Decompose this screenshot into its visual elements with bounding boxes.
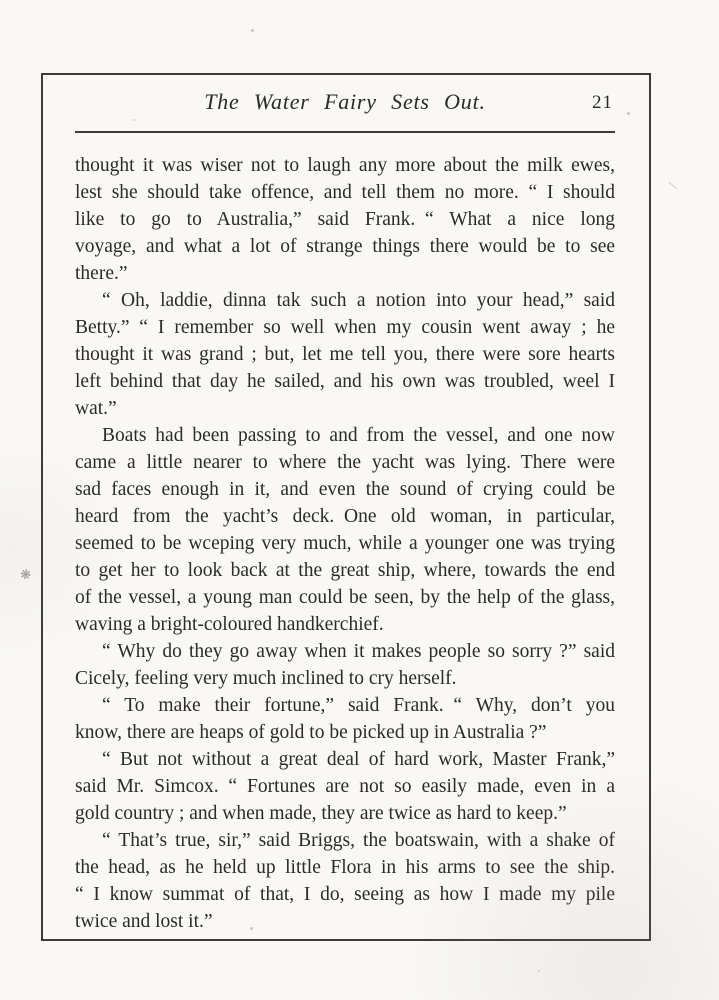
page-title: The Water Fairy Sets Out. [204,89,486,114]
paper-speck-icon [538,970,540,972]
text-line: Betty.” “ I remember so well when my cousin went away ; he [75,317,615,338]
paper-speck-icon [627,112,630,115]
header-rule [75,131,615,133]
text-line: left behind that day he sailed, and his own was troubled, weel I [75,371,615,392]
text-line: know, there are heaps of gold to be picked up in Australia ?” [75,722,547,743]
text-line: of the vessel, a young man could be seen, by the help of the glass, [75,587,615,608]
page-number: 21 [592,92,613,113]
text-line: “ Why do they go away when it makes people so sorry ?” said [102,641,615,662]
text-line: heard from the yacht’s deck. One old woman, in particular, [75,506,615,527]
text-line: like to go to Australia,” said Frank. “ What a nice long [75,209,615,230]
text-line: “ To make their fortune,” said Frank. “ Why, don’t you [102,695,615,716]
text-line: to get her to look back at the great ship, where, towards the end [75,560,615,581]
paragraph [75,746,615,827]
text-line: lest she should take offence, and tell them no more. “ I should [75,182,615,203]
paper-speck-icon [250,927,253,930]
text-line: “ Oh, laddie, dinna tak such a notion into your head,” said [102,290,615,311]
paper-speck-icon [133,119,135,121]
text-line: twice and lost it.” [75,911,213,932]
text-line: thought it was grand ; but, let me tell you, there were sore hearts [75,344,615,365]
text-line: said Mr. Simcox. “ Fortunes are not so easily made, even in a [75,776,615,797]
text-line: wat.” [75,398,117,419]
paper-speck-icon [251,29,254,32]
text-line: “ That’s true, sir,” said Briggs, the boatswain, with a shake of [102,830,615,851]
paragraph [75,692,615,746]
text-line: voyage, and what a lot of strange things there would be to see [75,236,615,257]
text-line: thought it was wiser not to laugh any more about the milk ewes, [75,155,615,176]
page-border-frame [41,73,651,941]
text-line: came a little nearer to where the yacht was lying. There were [75,452,615,473]
text-line: Boats had been passing to and from the vessel, and one now [102,425,615,446]
text-line: seemed to be wceping very much, while a younger one was trying [75,533,615,554]
ink-blot-artifact: ❋ [18,566,33,583]
text-block [75,152,615,935]
text-line: gold country ; and when made, they are twice as hard to keep.” [75,803,567,824]
paragraph [75,422,615,638]
text-line: there.” [75,263,128,284]
text-line: Cicely, feeling very much inclined to cry herself. [75,668,457,689]
paragraph [75,827,615,935]
text-line: sad faces enough in it, and even the sound of crying could be [75,479,615,500]
paragraph [75,287,615,422]
text-line: waving a bright-coloured handkerchief. [75,614,384,635]
paragraph [75,152,615,287]
running-header [75,89,615,121]
text-line: “ I know summat of that, I do, seeing as how I made my pile [75,884,615,905]
paragraph [75,638,615,692]
paper-speck-icon [457,252,459,254]
scratch-artifact [669,182,677,189]
text-line: the head, as he held up little Flora in his arms to see the ship. [75,857,615,878]
text-line: “ But not without a great deal of hard work, Master Frank,” [102,749,615,770]
